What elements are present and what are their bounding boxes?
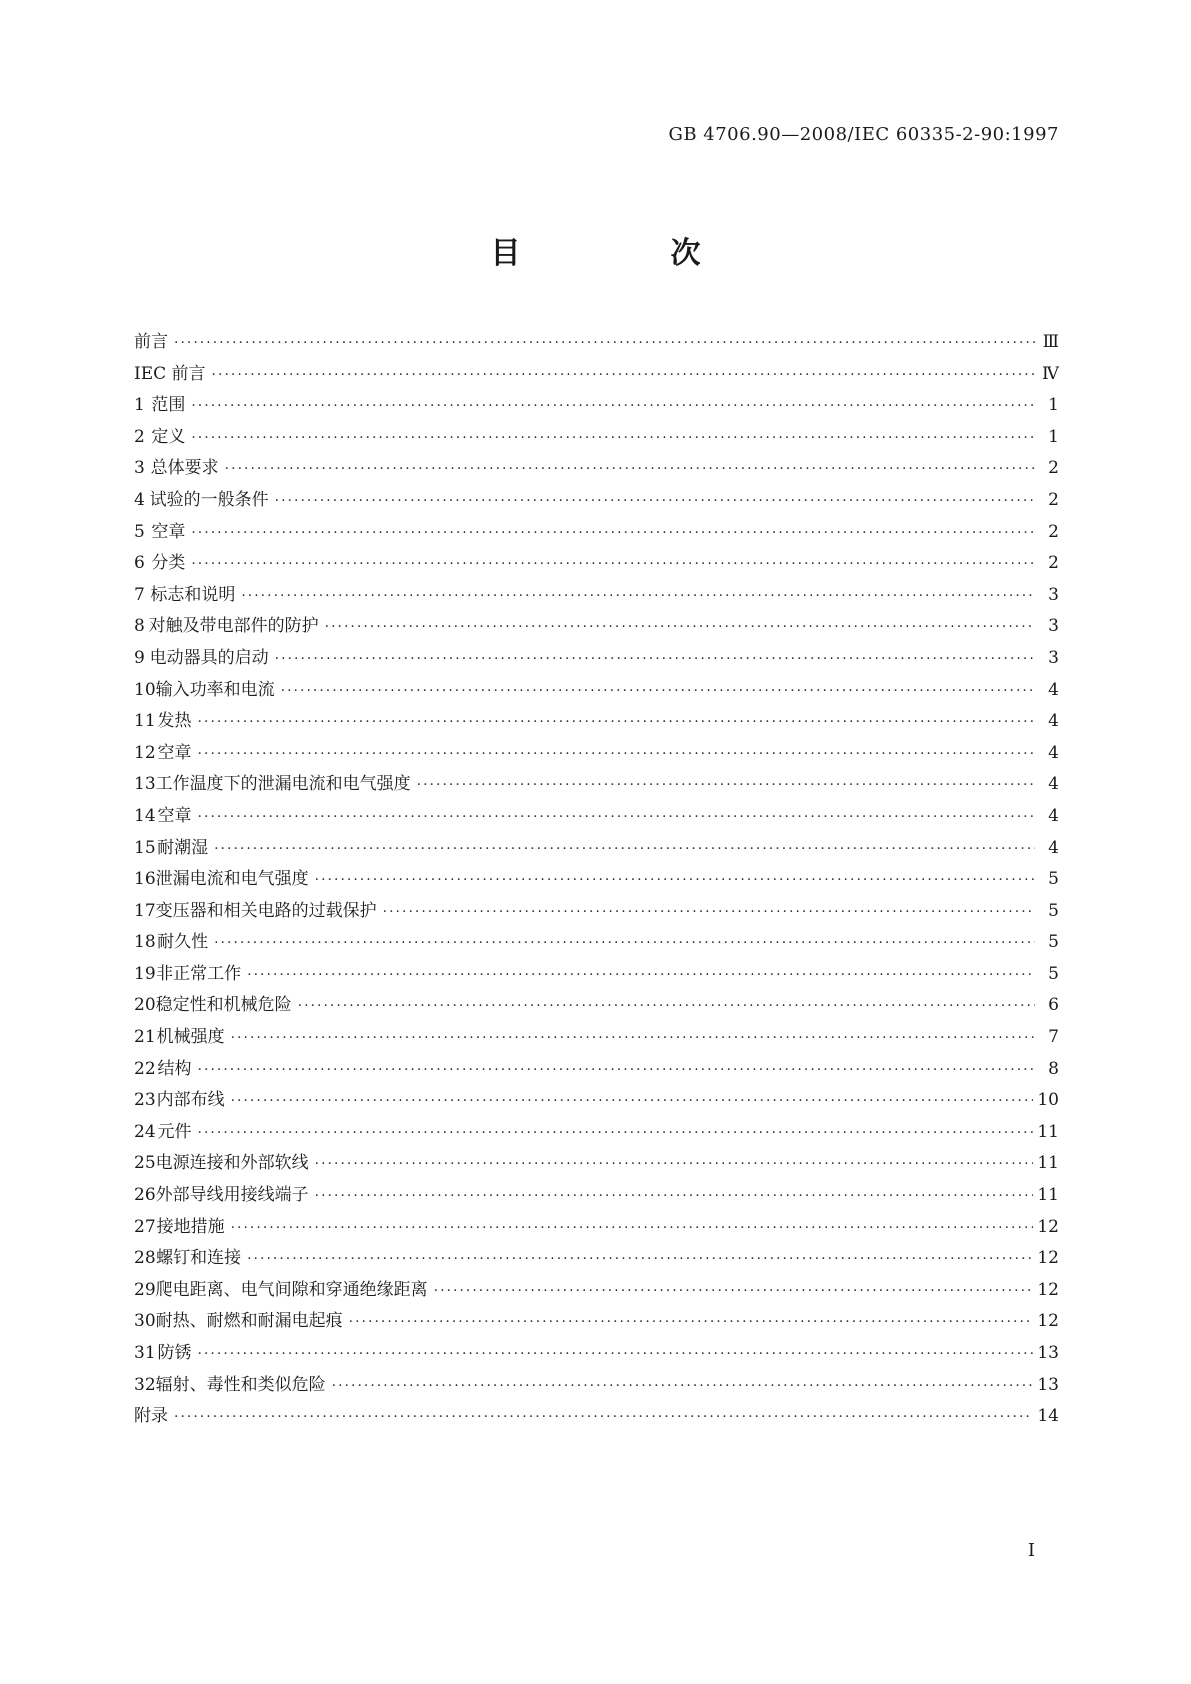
toc-dot-leader xyxy=(315,1181,1034,1213)
toc-entry-page: 3 xyxy=(1048,616,1059,637)
toc-entry[interactable] xyxy=(134,833,1059,865)
toc-entry-label: 对触及带电部件的防护 xyxy=(148,616,319,637)
toc-entry-number: 32 xyxy=(134,1374,156,1395)
toc-entry-number: 1 xyxy=(134,395,145,416)
standard-code: GB 4706.90—2008/IEC 60335-2-90:1997 xyxy=(668,124,1059,145)
toc-entry[interactable] xyxy=(134,896,1059,928)
toc-dot-leader xyxy=(275,486,1035,518)
toc-dot-leader xyxy=(241,581,1035,613)
toc-dot-leader xyxy=(298,991,1035,1023)
toc-entry-label: 总体要求 xyxy=(150,458,219,479)
toc-entry-page: 5 xyxy=(1048,900,1059,921)
toc-entry-page: 4 xyxy=(1048,805,1059,826)
toc-entry-number: 28 xyxy=(134,1248,156,1269)
toc-dot-leader xyxy=(315,1149,1034,1181)
toc-dot-leader xyxy=(247,960,1035,992)
toc-dot-leader xyxy=(191,423,1035,455)
toc-entry-label: 标志和说明 xyxy=(150,584,236,605)
toc-entry[interactable] xyxy=(134,611,1059,643)
toc-entry-page: 10 xyxy=(1037,1090,1059,1111)
toc-entry-number: 31 xyxy=(134,1343,156,1363)
toc-dot-leader xyxy=(198,707,1035,739)
toc-dot-leader xyxy=(315,865,1035,897)
toc-entry-number: 6 xyxy=(134,553,145,574)
toc-entry-label: 前言 xyxy=(134,332,168,352)
toc-entry-page: 11 xyxy=(1037,1121,1059,1142)
toc-entry-label: 稳定性和机械危险 xyxy=(155,995,292,1016)
toc-entry-label: 内部布线 xyxy=(156,1090,225,1111)
toc-entry[interactable] xyxy=(134,801,1059,833)
toc-entry-number: 17 xyxy=(134,900,156,921)
toc-dot-leader xyxy=(191,549,1035,581)
toc-entry[interactable] xyxy=(134,990,1059,1022)
toc-entry-page: Ⅲ xyxy=(1042,332,1059,352)
toc-entry-page: 12 xyxy=(1037,1279,1059,1300)
toc-entry-number: 24 xyxy=(134,1121,156,1142)
toc-entry-label: 范围 xyxy=(151,395,186,416)
toc-entry-number: 25 xyxy=(134,1153,156,1174)
toc-dot-leader xyxy=(332,1371,1034,1403)
toc-entry[interactable] xyxy=(134,359,1059,391)
toc-entry-label: 机械强度 xyxy=(156,1027,225,1048)
toc-entry-number: 16 xyxy=(134,869,156,890)
toc-dot-leader xyxy=(174,1402,1033,1434)
toc-entry-number: 21 xyxy=(134,1027,156,1048)
toc-entry-label: 工作温度下的泄漏电流和电气强度 xyxy=(155,774,411,795)
toc-entry-number: 15 xyxy=(134,837,156,858)
toc-entry[interactable] xyxy=(134,1401,1059,1433)
toc-entry[interactable] xyxy=(134,864,1059,896)
toc-entry-label: 附录 xyxy=(134,1406,168,1427)
toc-entry-page: 13 xyxy=(1037,1343,1059,1363)
toc-entry[interactable] xyxy=(134,1306,1059,1338)
toc-entry-label: 辐射、毒性和类似危险 xyxy=(155,1374,326,1395)
toc-entry-number: 13 xyxy=(134,774,156,795)
toc-dot-leader xyxy=(198,739,1035,771)
toc-dot-leader xyxy=(275,644,1035,676)
toc-entry-label: 耐热、耐燃和耐漏电起痕 xyxy=(155,1311,343,1332)
toc-entry[interactable] xyxy=(134,422,1059,454)
toc-dot-leader xyxy=(417,770,1035,802)
toc-entry-page: 11 xyxy=(1037,1153,1059,1174)
toc-dot-leader xyxy=(225,454,1035,486)
toc-entry[interactable] xyxy=(134,1148,1059,1180)
toc-dot-leader xyxy=(191,391,1035,423)
toc-dot-leader xyxy=(349,1307,1034,1339)
toc-entry-number: 5 xyxy=(134,521,145,542)
toc-entry-label: 耐潮湿 xyxy=(157,837,209,858)
toc-dot-leader xyxy=(214,928,1035,960)
toc-entry-number: 26 xyxy=(134,1185,156,1206)
toc-dot-leader xyxy=(212,360,1035,392)
toc-entry-label: 爬电距离、电气间隙和穿通绝缘距离 xyxy=(155,1279,428,1300)
toc-entry[interactable] xyxy=(134,1243,1059,1275)
toc-entry-label: 电动器具的启动 xyxy=(149,647,269,668)
toc-entry-number: 10 xyxy=(134,679,156,700)
toc-entry-number: 27 xyxy=(134,1216,156,1237)
toc-entry[interactable] xyxy=(134,453,1059,485)
toc-entry-page: 14 xyxy=(1037,1406,1059,1427)
toc-dot-leader xyxy=(191,518,1035,550)
toc-entry-page: 3 xyxy=(1048,647,1059,668)
toc-entry-page: 5 xyxy=(1048,869,1059,890)
toc-entry-label: 耐久性 xyxy=(157,932,209,953)
toc-entry[interactable] xyxy=(134,1338,1059,1370)
toc-entry[interactable] xyxy=(134,1022,1059,1054)
toc-entry-page: 12 xyxy=(1037,1248,1059,1269)
toc-entry-label: 非正常工作 xyxy=(156,963,242,984)
toc-entry-number: 29 xyxy=(134,1279,156,1300)
table-of-contents xyxy=(134,327,1059,1433)
toc-entry-label: 空章 xyxy=(157,805,192,826)
toc-entry-page: 2 xyxy=(1048,458,1059,479)
toc-entry[interactable] xyxy=(134,1117,1059,1149)
toc-entry[interactable] xyxy=(134,1275,1059,1307)
toc-entry-label: 定义 xyxy=(151,426,186,447)
toc-entry[interactable] xyxy=(134,675,1059,707)
toc-dot-leader xyxy=(174,328,1035,360)
toc-entry-number: 12 xyxy=(134,742,156,763)
toc-entry-number: 30 xyxy=(134,1311,156,1332)
toc-entry-page: 7 xyxy=(1048,1027,1059,1048)
toc-entry-number: 11 xyxy=(134,711,156,732)
toc-entry-label: 元件 xyxy=(157,1121,192,1142)
toc-entry-page: 6 xyxy=(1048,995,1059,1016)
toc-entry-number: 20 xyxy=(134,995,156,1016)
toc-entry-page: 2 xyxy=(1048,521,1059,542)
toc-entry-label: 电源连接和外部软线 xyxy=(155,1153,309,1174)
toc-entry-page: 3 xyxy=(1048,584,1059,605)
toc-entry-page: 2 xyxy=(1048,553,1059,574)
toc-entry[interactable] xyxy=(134,1212,1059,1244)
toc-entry-page: 4 xyxy=(1048,679,1059,700)
toc-entry-label: 外部导线用接线端子 xyxy=(155,1185,309,1206)
toc-entry-page: 11 xyxy=(1037,1185,1059,1206)
toc-entry-page: 1 xyxy=(1048,426,1059,447)
toc-dot-leader xyxy=(198,1339,1034,1371)
toc-dot-leader xyxy=(281,676,1035,708)
toc-entry-page: 5 xyxy=(1048,932,1059,953)
toc-entry-page: 12 xyxy=(1037,1216,1059,1237)
toc-entry-label: 分类 xyxy=(151,553,186,574)
toc-entry-label: 螺钉和连接 xyxy=(156,1248,242,1269)
toc-entry[interactable] xyxy=(134,769,1059,801)
toc-entry-number: 23 xyxy=(134,1090,156,1111)
toc-entry-label: 接地措施 xyxy=(156,1216,225,1237)
page-number: I xyxy=(1027,1540,1035,1561)
toc-entry-label: 防锈 xyxy=(157,1343,192,1363)
toc-entry[interactable] xyxy=(134,738,1059,770)
toc-entry-label: 变压器和相关电路的过载保护 xyxy=(155,900,377,921)
toc-entry-page: Ⅳ xyxy=(1042,363,1059,384)
toc-entry-label: 空章 xyxy=(157,742,192,763)
toc-dot-leader xyxy=(231,1213,1034,1245)
toc-entry[interactable] xyxy=(134,548,1059,580)
toc-entry[interactable] xyxy=(134,1180,1059,1212)
toc-entry-number: 3 xyxy=(134,458,145,479)
toc-entry-number: 2 xyxy=(134,426,145,447)
toc-entry-page: 8 xyxy=(1048,1058,1059,1079)
toc-entry[interactable] xyxy=(134,327,1059,359)
toc-entry-page: 4 xyxy=(1048,774,1059,795)
toc-entry-label: 发热 xyxy=(157,711,192,732)
toc-entry-label: 输入功率和电流 xyxy=(155,679,275,700)
toc-entry-label: 结构 xyxy=(157,1058,192,1079)
toc-entry-number: 18 xyxy=(134,932,156,953)
toc-entry[interactable] xyxy=(134,1370,1059,1402)
toc-dot-leader xyxy=(214,834,1035,866)
toc-entry[interactable] xyxy=(134,706,1059,738)
toc-entry[interactable] xyxy=(134,485,1059,517)
toc-entry-number: 8 xyxy=(134,616,145,637)
toc-entry-page: 12 xyxy=(1037,1311,1059,1332)
toc-dot-leader xyxy=(231,1023,1035,1055)
toc-entry[interactable] xyxy=(134,517,1059,549)
toc-entry-number: 4 xyxy=(134,489,145,510)
toc-entry-label: IEC 前言 xyxy=(134,363,206,384)
toc-entry-label: 泄漏电流和电气强度 xyxy=(155,869,309,890)
page-title: 目 次 xyxy=(490,236,761,271)
toc-dot-leader xyxy=(198,802,1035,834)
toc-entry[interactable] xyxy=(134,1054,1059,1086)
toc-entry-label: 空章 xyxy=(151,521,186,542)
toc-dot-leader xyxy=(231,1086,1034,1118)
toc-dot-leader xyxy=(247,1244,1033,1276)
toc-entry-page: 1 xyxy=(1048,395,1059,416)
toc-dot-leader xyxy=(434,1276,1034,1308)
standard-code-header xyxy=(668,124,1059,145)
toc-entry-number: 22 xyxy=(134,1058,156,1079)
toc-entry-page: 4 xyxy=(1048,711,1059,732)
toc-entry-page: 4 xyxy=(1048,837,1059,858)
toc-entry-number: 9 xyxy=(134,647,145,668)
toc-entry-number: 14 xyxy=(134,805,156,826)
toc-entry[interactable] xyxy=(134,959,1059,991)
toc-entry-page: 13 xyxy=(1037,1374,1059,1395)
toc-entry-label: 试验的一般条件 xyxy=(149,489,269,510)
toc-dot-leader xyxy=(383,897,1035,929)
toc-entry[interactable] xyxy=(134,390,1059,422)
toc-dot-leader xyxy=(325,612,1035,644)
toc-entry-number: 7 xyxy=(134,584,145,605)
toc-entry[interactable] xyxy=(134,580,1059,612)
toc-entry[interactable] xyxy=(134,1085,1059,1117)
toc-entry-page: 5 xyxy=(1048,963,1059,984)
toc-dot-leader xyxy=(198,1055,1035,1087)
toc-dot-leader xyxy=(198,1118,1034,1150)
toc-entry-page: 4 xyxy=(1048,742,1059,763)
toc-entry-number: 19 xyxy=(134,963,156,984)
toc-entry[interactable] xyxy=(134,643,1059,675)
toc-entry[interactable] xyxy=(134,927,1059,959)
toc-entry-page: 2 xyxy=(1048,489,1059,510)
